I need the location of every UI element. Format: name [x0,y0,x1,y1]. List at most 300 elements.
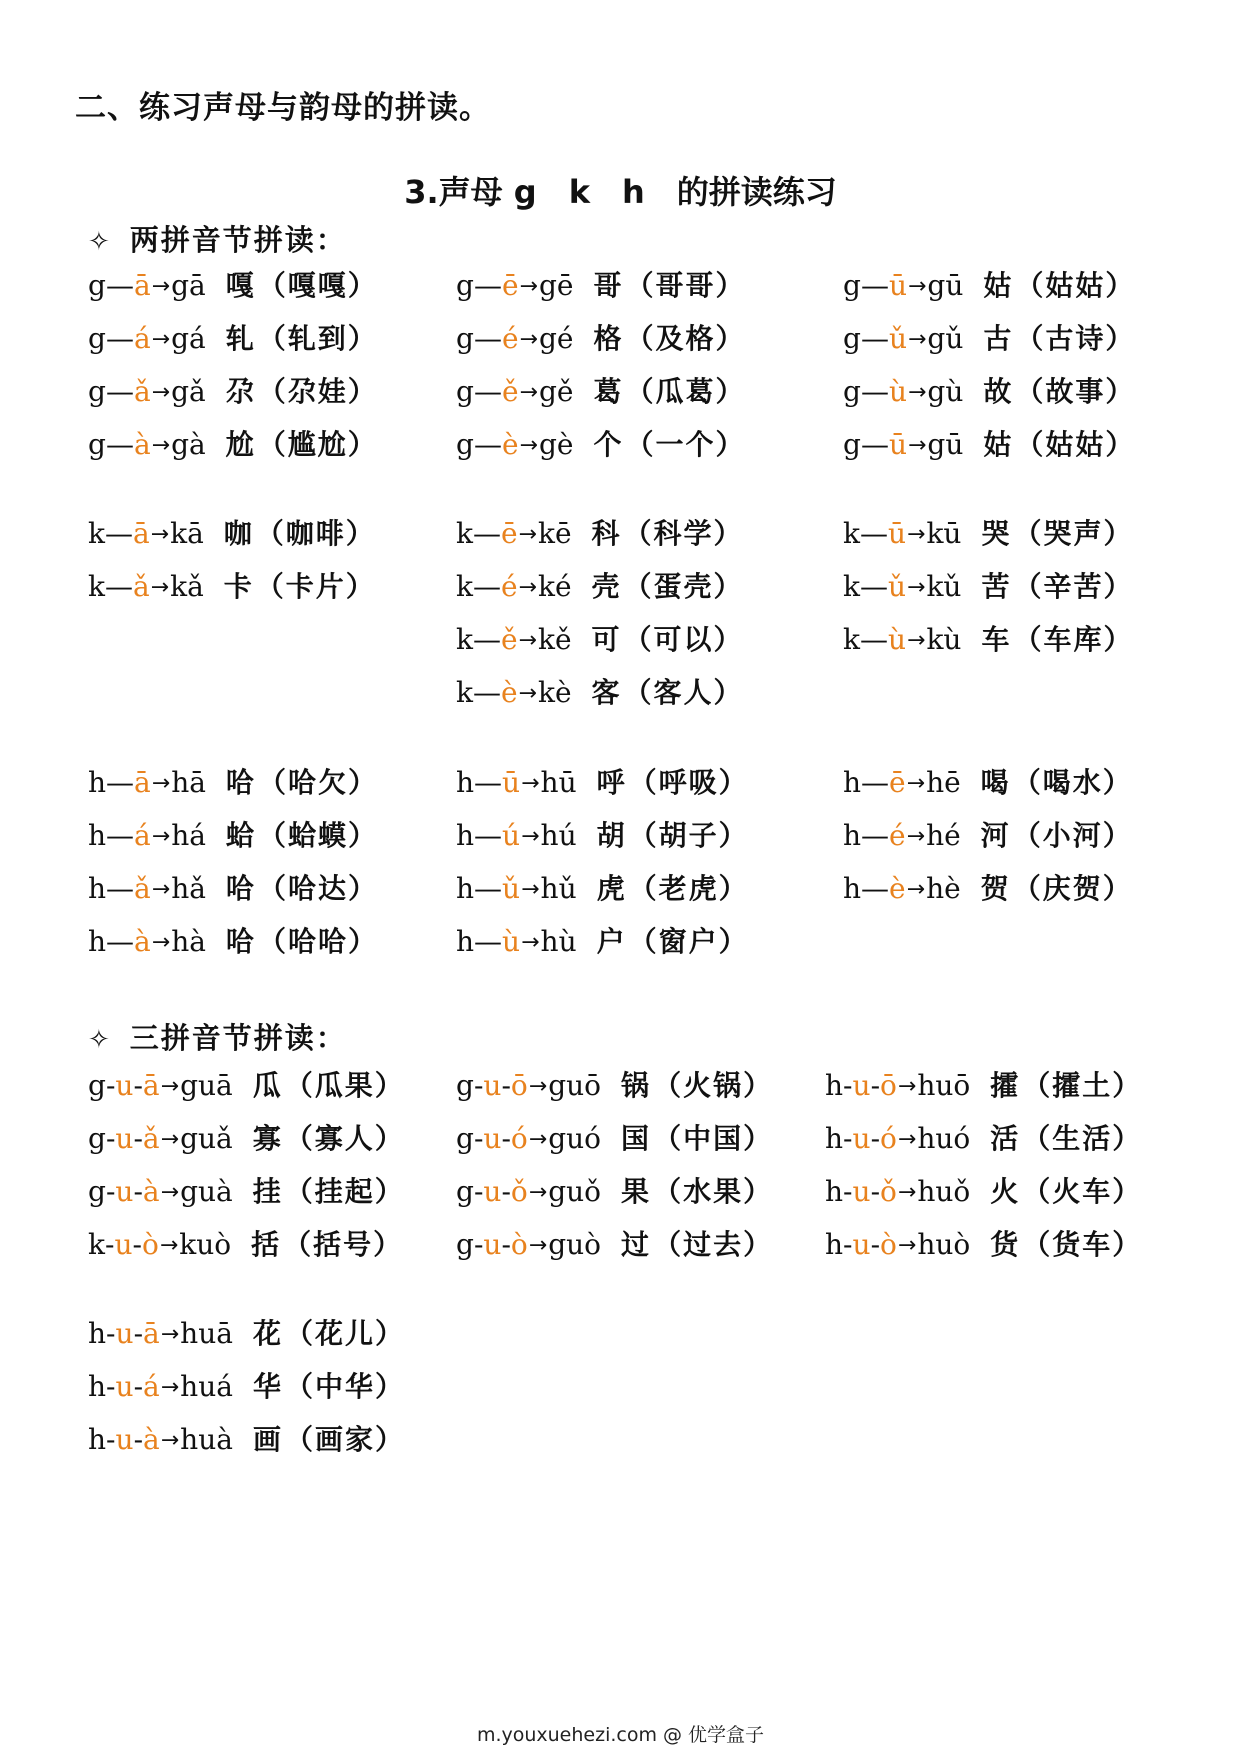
arrow-icon: → [521,824,540,849]
final-vowel: ù [888,375,907,408]
hanzi-character: 格 [593,322,622,355]
initial-letter: g [88,269,106,302]
syllable-row [88,1068,405,1107]
joiner: - [870,1228,881,1261]
syllable-result: gě [538,375,574,408]
syllable-result: hǔ [540,872,577,905]
syllable-result: há [171,819,206,852]
dash: — [106,819,135,852]
final-vowel: ě [501,375,519,408]
dash: — [472,517,501,550]
hanzi-character: 卡 [223,570,252,603]
medial-letter: u [115,1175,134,1208]
example-word: （辛苦） [1013,570,1134,603]
dash: — [106,925,135,958]
joiner: - [473,1122,484,1155]
dash: — [860,269,889,302]
syllable-row [88,765,378,804]
initial-letter: g [88,428,106,461]
example-word: （哥哥） [625,269,746,302]
initial-letter: g [456,375,474,408]
joiner: - [133,1122,143,1155]
medial-letter: u [852,1069,871,1102]
initial-letter: h [843,819,862,852]
arrow-icon: → [518,681,537,706]
syllable-row [456,675,744,714]
final-vowel: ǎ [133,375,151,408]
three-part-heading-text: 三拼音节拼读： [129,1021,347,1055]
arrow-icon: → [151,824,171,849]
final-vowel: ā [142,1069,160,1102]
initial-letter: g [88,1069,106,1102]
arrow-icon: → [518,522,537,547]
example-word: （喝水） [1012,766,1133,799]
joiner: - [105,1175,116,1208]
final-vowel: à [143,1423,160,1456]
hanzi-character: 果 [621,1175,650,1208]
hanzi-character: 瓜 [252,1069,281,1102]
dash: — [861,766,890,799]
joiner: - [501,1069,511,1102]
arrow-icon: → [151,380,171,405]
hanzi-character: 哈 [225,872,254,905]
example-word: （生活） [1022,1122,1143,1155]
example-word: （及格） [625,322,746,355]
syllable-row [843,374,1135,413]
final-vowel: ú [502,819,521,852]
initial-letter: h [88,819,107,852]
joiner: - [105,1069,116,1102]
medial-letter: u [115,1122,134,1155]
final-vowel: á [134,819,151,852]
syllable-result: hà [171,925,206,958]
medial-letter: u [483,1175,502,1208]
syllable-result: kǎ [170,570,204,603]
initial-letter: k [88,1228,105,1261]
joiner: - [843,1228,853,1261]
hanzi-character: 个 [593,428,622,461]
arrow-icon: → [897,1074,917,1099]
hanzi-character: 括 [251,1228,280,1261]
medial-letter: u [115,1069,134,1102]
hanzi-character: 哈 [225,766,254,799]
dash: — [859,570,888,603]
final-vowel: ǔ [887,570,907,603]
three-part-heading [88,1016,347,1057]
syllable-result: gà [171,428,206,461]
syllable-row [456,1227,773,1266]
hanzi-character: 活 [990,1122,1019,1155]
example-word: （卡片） [255,570,376,603]
arrow-icon: → [897,1127,917,1152]
hanzi-character: 华 [252,1370,281,1403]
final-vowel: é [889,819,906,852]
syllable-result: hā [171,766,206,799]
syllable-row [456,1068,773,1107]
syllable-result: gé [538,322,574,355]
final-vowel: ū [888,269,907,302]
example-word: （火车） [1022,1175,1143,1208]
final-vowel: ò [141,1228,159,1261]
syllable-result: guò [548,1228,602,1261]
arrow-icon: → [906,771,926,796]
medial-letter: u [483,1122,502,1155]
syllable-row [825,1227,1142,1266]
final-vowel: ē [501,269,519,302]
arrow-icon: → [521,877,540,902]
syllable-row [843,516,1133,555]
initial-letter: h [88,766,107,799]
dash: — [859,517,888,550]
final-vowel: ū [888,428,907,461]
hanzi-character: 苦 [981,570,1010,603]
initial-letter: h [456,766,475,799]
hanzi-character: 寡 [252,1122,281,1155]
arrow-icon: → [160,1375,180,1400]
example-word: （瓜葛） [625,375,746,408]
example-word: （车库） [1013,623,1134,656]
initial-letter: g [456,1228,474,1261]
syllable-row [843,818,1133,857]
syllable-result: gā [171,269,206,302]
syllable-row [456,516,744,555]
final-vowel: è [500,676,518,709]
syllable-result: gǔ [927,322,964,355]
syllable-result: kā [170,517,204,550]
joiner: - [133,1175,143,1208]
dash: — [106,872,135,905]
arrow-icon: → [907,380,927,405]
arrow-icon: → [160,1127,180,1152]
hanzi-character: 过 [621,1228,650,1261]
hanzi-character: 尬 [225,428,254,461]
example-word: （故事） [1015,375,1136,408]
example-word: （客人） [623,676,744,709]
hanzi-character: 花 [252,1317,281,1350]
section-heading: 二、练习声母与韵母的拼读。 [75,90,491,126]
joiner: - [133,1069,143,1102]
joiner: - [870,1122,881,1155]
syllable-result: guā [180,1069,233,1102]
example-word: （哭声） [1013,517,1134,550]
joiner: - [843,1122,853,1155]
arrow-icon: → [518,628,537,653]
initial-letter: k [456,676,473,709]
initial-letter: k [88,517,105,550]
dash: — [860,322,889,355]
syllable-result: gù [927,375,964,408]
final-vowel: ó [510,1122,528,1155]
joiner: - [133,1423,144,1456]
initial-letter: g [88,1122,106,1155]
example-word: （小河） [1012,819,1133,852]
arrow-icon: → [528,1127,548,1152]
two-part-heading-text: 两拼音节拼读： [129,223,347,257]
syllable-result: huó [917,1122,971,1155]
syllable-row [456,924,749,963]
final-vowel: ǔ [888,322,907,355]
dash: — [859,623,888,656]
hanzi-character: 挂 [252,1175,281,1208]
syllable-result: guó [548,1122,602,1155]
hanzi-character: 葛 [593,375,622,408]
syllable-result: guō [548,1069,602,1102]
arrow-icon: → [160,1180,180,1205]
initial-letter: h [88,1423,107,1456]
syllable-row [456,1121,773,1160]
initial-letter: g [456,1175,474,1208]
initial-letter: h [456,925,475,958]
hanzi-character: 胡 [596,819,625,852]
joiner: - [105,1122,116,1155]
example-word: （寡人） [284,1122,405,1155]
arrow-icon: → [519,433,538,458]
syllable-row [88,1174,405,1213]
example-word: （窗户） [628,925,749,958]
syllable-row [88,1316,405,1355]
syllable-result: huà [180,1423,233,1456]
joiner: - [132,1228,142,1261]
syllable-result: huá [180,1370,233,1403]
syllable-row [456,1174,773,1213]
hanzi-character: 哈 [225,925,254,958]
syllable-result: gē [538,269,574,302]
initial-letter: g [456,1069,474,1102]
joiner: - [501,1122,511,1155]
initial-letter: h [88,1317,107,1350]
final-vowel: è [889,872,906,905]
example-word: （蛤蟆） [257,819,378,852]
syllable-result: guǒ [548,1175,602,1208]
example-word: （中华） [284,1370,405,1403]
syllable-row [88,1121,405,1160]
arrow-icon: → [519,274,538,299]
arrow-icon: → [907,575,926,600]
medial-letter: u [115,1423,134,1456]
syllable-result: guǎ [180,1122,233,1155]
joiner: - [870,1175,881,1208]
syllable-result: kē [537,517,572,550]
syllable-row [88,427,378,466]
example-word: （蛋壳） [623,570,744,603]
hanzi-character: 呼 [596,766,625,799]
example-word: （科学） [623,517,744,550]
dash: — [474,925,503,958]
hanzi-character: 轧 [225,322,254,355]
arrow-icon: → [151,327,171,352]
syllable-row [88,569,376,608]
syllable-row [88,374,378,413]
initial-letter: k [456,517,473,550]
hanzi-character: 贺 [980,872,1009,905]
initial-letter: h [825,1175,844,1208]
final-vowel: ā [143,1317,160,1350]
syllable-result: huō [917,1069,971,1102]
arrow-icon: → [907,327,927,352]
example-word: （嘎嘎） [257,269,378,302]
syllable-row [843,765,1133,804]
dash: — [104,570,133,603]
example-word: （哈哈） [257,925,378,958]
dash: — [473,322,502,355]
hanzi-character: 科 [591,517,620,550]
final-vowel: ǎ [134,872,151,905]
medial-letter: u [852,1175,871,1208]
hanzi-character: 故 [983,375,1012,408]
initial-letter: g [88,1175,106,1208]
final-vowel: è [501,428,519,461]
dash: — [472,570,501,603]
arrow-icon: → [150,522,170,547]
joiner: - [106,1370,116,1403]
joiner: - [473,1069,484,1102]
arrow-icon: → [906,877,926,902]
dash: — [105,322,134,355]
final-vowel: ó [880,1122,897,1155]
final-vowel: ō [880,1069,897,1102]
syllable-result: gū [927,269,964,302]
final-vowel: ā [132,517,150,550]
example-word: （哈欠） [257,766,378,799]
initial-letter: h [825,1122,844,1155]
syllable-row [843,569,1133,608]
initial-letter: g [843,322,861,355]
joiner: - [133,1370,144,1403]
syllable-result: gá [171,322,206,355]
arrow-icon: → [151,771,171,796]
final-vowel: ǒ [510,1175,528,1208]
initial-letter: g [843,269,861,302]
arrow-icon: → [528,1233,548,1258]
hanzi-character: 喝 [980,766,1009,799]
final-vowel: ě [500,623,518,656]
arrow-icon: → [151,930,171,955]
arrow-icon: → [907,433,927,458]
final-vowel: à [142,1175,160,1208]
dash: — [472,623,501,656]
final-vowel: ǎ [142,1122,160,1155]
hanzi-character: 古 [983,322,1012,355]
dash: — [105,428,134,461]
joiner: - [843,1175,853,1208]
dash: — [861,872,890,905]
example-word: （尴尬） [257,428,378,461]
hanzi-character: 客 [591,676,620,709]
syllable-row [843,321,1135,360]
arrow-icon: → [528,1180,548,1205]
syllable-row [88,924,378,963]
example-word: （花儿） [284,1317,405,1350]
arrow-icon: → [151,433,171,458]
initial-letter: h [843,766,862,799]
syllable-result: hé [926,819,961,852]
initial-letter: k [843,570,860,603]
syllable-result: kě [537,623,572,656]
medial-letter: u [115,1317,134,1350]
hanzi-character: 户 [596,925,625,958]
hanzi-character: 火 [990,1175,1019,1208]
final-vowel: ē [500,517,518,550]
final-vowel: ò [510,1228,528,1261]
syllable-result: hú [540,819,577,852]
initial-letter: h [825,1069,844,1102]
syllable-result: huò [917,1228,971,1261]
dash: — [474,766,503,799]
joiner: - [501,1228,511,1261]
footer-watermark: m.youxuehezi.com @ 优学盒子 [476,1724,765,1746]
example-word: （古诗） [1015,322,1136,355]
final-vowel: ǔ [502,872,521,905]
hanzi-character: 可 [591,623,620,656]
arrow-icon: → [159,1233,179,1258]
initial-letter: h [88,872,107,905]
joiner: - [843,1069,853,1102]
arrow-icon: → [907,522,926,547]
initial-letter: h [456,872,475,905]
arrow-icon: → [150,575,170,600]
arrow-icon: → [518,575,537,600]
example-word: （胡子） [628,819,749,852]
star-icon: ✧ [88,227,112,257]
syllable-row [88,1422,405,1461]
page-title: 3.声母 g k h 的拼读练习 [404,173,837,211]
joiner: - [870,1069,881,1102]
arrow-icon: → [160,1428,180,1453]
dash: — [473,428,502,461]
example-word: （哈达） [257,872,378,905]
example-word: （货车） [1022,1228,1143,1261]
hanzi-character: 画 [252,1423,281,1456]
final-vowel: é [500,570,518,603]
syllable-result: gū [927,428,964,461]
arrow-icon: → [521,771,540,796]
syllable-row [843,427,1135,466]
syllable-row [456,818,749,857]
initial-letter: h [88,925,107,958]
final-vowel: ā [134,766,151,799]
syllable-row [88,818,378,857]
final-vowel: à [133,428,151,461]
final-vowel: á [133,322,151,355]
dash: — [472,676,501,709]
syllable-row [843,622,1133,661]
syllable-result: hē [926,766,961,799]
initial-letter: k [88,570,105,603]
syllable-result: gǎ [171,375,206,408]
dash: — [105,375,134,408]
dash: — [474,819,503,852]
syllable-row [88,516,376,555]
example-word: （可以） [623,623,744,656]
arrow-icon: → [907,628,926,653]
syllable-result: kè [537,676,572,709]
syllable-row [88,1369,405,1408]
syllable-result: gè [538,428,574,461]
hanzi-character: 河 [980,819,1009,852]
syllable-row [456,569,744,608]
example-word: （姑姑） [1015,428,1136,461]
syllable-row [456,321,745,360]
arrow-icon: → [906,824,926,849]
syllable-row [843,268,1135,307]
joiner: - [133,1317,144,1350]
initial-letter: g [88,375,106,408]
final-vowel: ù [887,623,907,656]
initial-letter: g [843,375,861,408]
syllable-row [88,871,378,910]
initial-letter: g [456,1122,474,1155]
medial-letter: u [114,1228,133,1261]
